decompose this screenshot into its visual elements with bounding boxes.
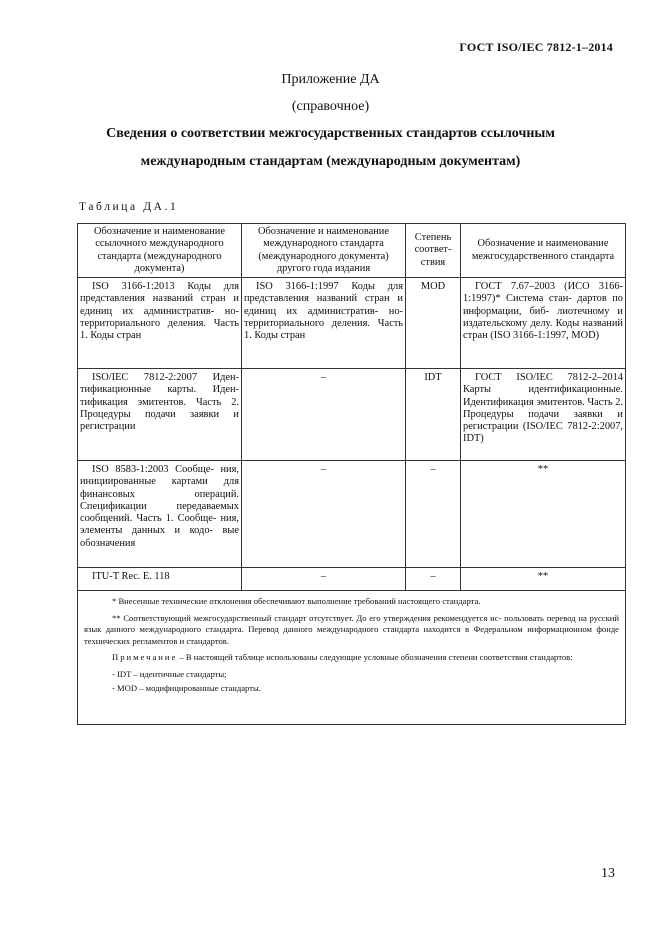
- correspondence-table: [77, 223, 626, 725]
- document-header: ГОСТ ISO/IEC 7812-1–2014: [459, 40, 613, 54]
- notes-row: [78, 591, 626, 725]
- note-text: – В настоящей таблице использованы следующие условные обозначения степени соответствия стандартов:: [177, 652, 573, 663]
- table-cell: ГОСТ 7.67–2003 (ИСО 3166-1:1997)* Система стан- дартов по информации, биб- лиотечному и издательскому делу. Коды названий стран (ISO 3166-1:1997, MOD): [461, 278, 626, 369]
- table-cell: ISO 8583-1:2003 Сообще- ния, инициированные картами для финансовых операций. Спецификации передаваемых сообщений. Часть 1. Сообще- ния, элементы данных и кодо- вые обозначения: [78, 461, 242, 568]
- table-row: [78, 461, 626, 568]
- table-label: Таблица ДА.1: [79, 201, 179, 213]
- table-cell: **: [461, 461, 626, 568]
- table-cell: ITU-T Rec. E. 118: [78, 568, 242, 591]
- footnote-single-asterisk: * Внесенные технические отклонения обеспечивают выполнение требований настоящего стандарта.: [112, 596, 481, 607]
- header-cell: Обозначение и наименование межгосударственного стандарта: [461, 224, 626, 278]
- appendix-heading-line2: международным стандартам (международным документам): [140, 154, 521, 169]
- note-list-item: - IDT – идентичные стандарты;: [112, 669, 227, 680]
- footnote-double-asterisk: ** Соответствующий межгосударственный стандарт отсутствует. До его утверждения рекомендуется ис- пользовать перевод на русский язык данного международного стандарта. Перевод данного международного стандарта находится в Федеральном информационном фонде технических регламентов и стандартов.: [84, 612, 619, 646]
- appendix-heading-line1: Сведения о соответствии межгосударственных стандартов ссылочным: [106, 126, 555, 141]
- table-cell: ГОСТ ISO/IEC 7812-2–2014 Карты идентификационные. Идентификация эмитентов. Часть 2. Процедуры подачи заявки и регистрации (ISO/IEC 7812-2:2007, IDT): [461, 369, 626, 461]
- appendix-subtitle: (справочное): [291, 99, 370, 114]
- table-cell: –: [242, 568, 406, 591]
- table-cell: –: [242, 369, 406, 461]
- table-cell: IDT: [406, 369, 461, 461]
- header-cell: Обозначение и наименование международного стандарта (международного документа) другого года издания: [242, 224, 406, 278]
- table-row: [78, 278, 626, 369]
- note-list-item: - MOD – модифицированные стандарты.: [112, 682, 261, 693]
- table-header-row: [78, 224, 626, 278]
- header-cell: Обозначение и наименование ссылочного международного стандарта (международного документа): [78, 224, 242, 278]
- table-cell: –: [406, 461, 461, 568]
- table-cell: ISO/IEC 7812-2:2007 Иден- тификационные карты. Иден- тификация эмитентов. Часть 2. Процедуры подачи заявки и регистрации: [78, 369, 242, 461]
- note-label: Примечание: [112, 652, 178, 663]
- table-row: [78, 369, 626, 461]
- table-cell: ISO 3166-1:1997 Коды для представления названий стран и единиц их административ- но-территориального деления. Часть 1. Коды стран: [242, 278, 406, 369]
- appendix-title: Приложение ДА: [281, 72, 380, 87]
- table-note: [84, 652, 619, 664]
- table-cell: –: [406, 568, 461, 591]
- table-cell: –: [242, 461, 406, 568]
- table-row: [78, 568, 626, 591]
- table-cell: MOD: [406, 278, 461, 369]
- page-number: 13: [601, 866, 615, 881]
- header-cell: Степень соответ- ствия: [406, 224, 461, 278]
- table-cell: ISO 3166-1:2013 Коды для представления названий стран и единиц их административ- но-территориального деления. Часть 1. Коды стран: [78, 278, 242, 369]
- table-cell: **: [461, 568, 626, 591]
- table-notes: [78, 591, 626, 725]
